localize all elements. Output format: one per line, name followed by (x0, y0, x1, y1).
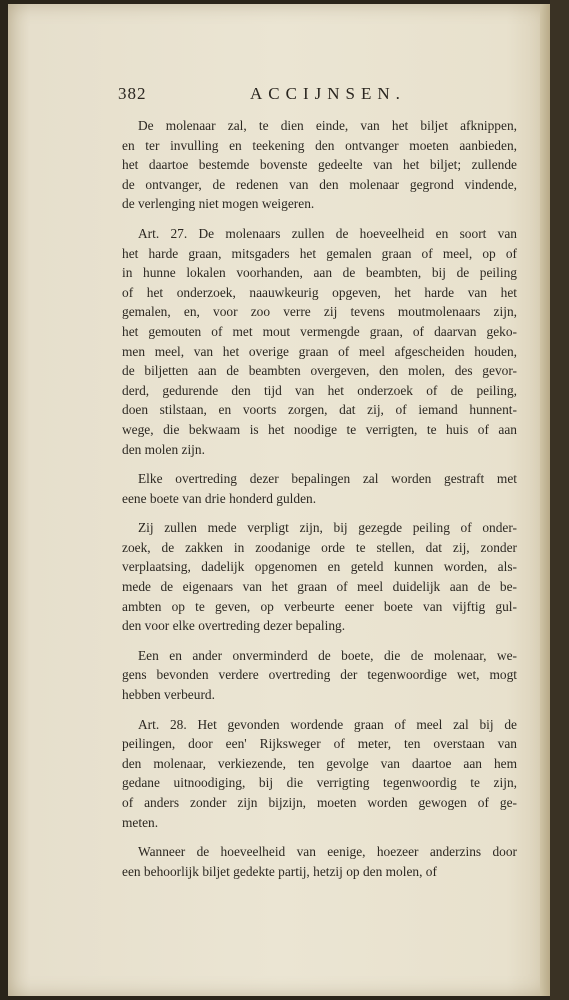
text-line: eene boete van drie honderd gulden. (122, 490, 317, 506)
text-line: gemalen, en, voor zoo verre zij tevens moutmolenaars zijn, (122, 304, 517, 320)
text-line: gens bevonden verdere overtreding der tegenwoordige wet, mogt (122, 667, 517, 683)
text-line: den voor elke overtreding dezer bepaling. (122, 618, 346, 634)
paragraph (122, 469, 517, 508)
text-line: het daartoe bestemde bovenste gedeelte van het biljet; zullende (122, 157, 517, 173)
text-line: wege, die bekwaam is het noodige te verrigten, te huis of aan (122, 421, 517, 437)
running-title: ACCIJNSEN. (250, 84, 406, 103)
text-line: den molen zijn. (122, 441, 205, 457)
text-line: mede de eigenaars van het graan of meel duidelijk aan de be- (122, 579, 517, 595)
paragraph (122, 518, 517, 636)
text-line: de verlenging niet mogen weigeren. (122, 196, 315, 212)
text-line: de ontvanger, de redenen van den molenaar gegrond vindende, (122, 176, 517, 192)
text-line: Wanneer de hoeveelheid van eenige, hoezeer anderzins door (138, 844, 517, 860)
paragraph (122, 116, 517, 214)
text-line: Een en ander onverminderd de boete, die de molenaar, we- (138, 647, 517, 663)
text-line: derd, gedurende den tijd van het onderzoek of de peiling, (122, 382, 517, 398)
text-line: of anders zonder zijn bijzijn, moeten worden gewogen of ge- (122, 795, 517, 810)
text-line: de biljetten aan de beambten overgeven, den molen, des gevor- (122, 363, 517, 379)
text-line: of het onderzoek, naauwkeurig opgeven, het harde van het (122, 284, 517, 300)
paragraph (122, 646, 517, 705)
paragraph (122, 715, 517, 833)
page-edge (540, 4, 550, 996)
text-line: men meel, van het overige graan of meel afgescheiden houden, (122, 343, 517, 359)
text-line: en ter invulling en teekening den ontvanger moeten aanbieden, (122, 137, 517, 153)
text-line: De molenaar zal, te dien einde, van het biljet afknippen, (138, 118, 517, 133)
text-line: zoek, de zakken in zoodanige orde te stellen, dat zij, zonder (122, 539, 517, 555)
text-line: peilingen, door een' Rijksweger of meter, ten overstaan van (122, 736, 517, 752)
text-line: verplaatsing, dadelijk opgenomen en geteld kunnen worden, als- (122, 559, 517, 575)
text-line: hebben verbeurd. (122, 687, 215, 703)
page-number: 382 (118, 84, 147, 103)
text-line: het harde graan, mitsgaders het gemalen graan of meel, op of (122, 245, 517, 261)
binding-shadow (550, 0, 569, 1000)
page-header (118, 84, 518, 108)
text-line: doen stilstaan, en voorts zorgen, dat zij, of iemand hunnent- (122, 402, 517, 418)
text-line: het gemouten of met mout vermengde graan, of daarvan geko- (122, 323, 517, 339)
text-line: Elke overtreding dezer bepalingen zal worden gestraft met (138, 471, 517, 487)
text-line: in hunne lokalen voorhanden, aan de beambten, bij de peiling (122, 265, 517, 281)
text-line: meten. (122, 814, 159, 830)
text-line: Zij zullen mede verpligt zijn, bij gezegde peiling of onder- (138, 520, 517, 536)
paragraph (122, 224, 517, 459)
text-line: gedane uitnoodiging, bij die verrigting tegenwoordig te zijn, (122, 775, 517, 791)
text-line: een behoorlijk biljet gedekte partij, hetzij op den molen, of (122, 863, 437, 879)
text-line: ambten op te geven, op verbeurte eener boete van vijftig gul- (122, 598, 517, 614)
text-line: Art. 27. De molenaars zullen de hoeveelheid en soort van (138, 225, 517, 241)
text-line: den molenaar, verkiezende, ten gevolge van daartoe aan hem (122, 755, 517, 771)
page-body (122, 116, 517, 891)
text-line: Art. 28. Het gevonden wordende graan of meel zal bij de (138, 716, 517, 732)
paragraph (122, 842, 517, 881)
